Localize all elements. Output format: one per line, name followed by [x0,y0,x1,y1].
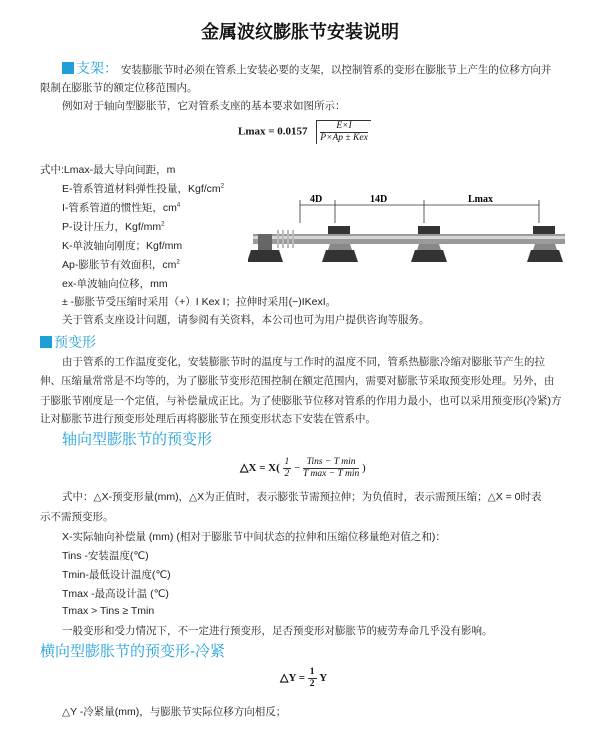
formula-lhs: Lmax = 0.0157 [238,125,308,138]
axial-line: 一般变形和受力情况下，不一定进行预变形，足否预变形对膨胀节的疲劳寿命几乎没有影响。 [62,625,493,637]
support-diagram [248,190,568,272]
label-14d: 14D [370,194,388,205]
axial-line: Tmax > Tins ≥ Tmin [62,605,155,617]
def-ex: ex-单波轴向位移，mm [62,278,168,290]
predeform-line: 让对膨胀节进行预变形处理后再将膨胀节在预变形状态下安装在管系中。 [40,413,376,425]
axial-line: 示不需预变形。 [40,511,114,523]
def-e: E-管系管道材料弹性投量，Kgf/$cm^2$ [62,183,225,195]
label-lmax: Lmax [468,194,493,205]
def-ap: Ap-膨胀节有效面积，$cm^2$ [62,259,180,271]
predeform-line: 伸、压缩量常常是不均等的，为了膨胀节变形范围控制在额定范围内，需要对膨胀节采取预变形处理。另外，由 [40,375,555,387]
formula-denominator: P×Ap ± Kex [320,133,368,143]
support-note: 关于管系支座设计问题，请参阅有关资料，本公司也可为用户提供咨询等服务。 [62,314,430,326]
axial-line: Tins -安装温度(℃) [62,550,149,562]
lateral-heading: 横向型膨胀节的预变形-冷紧 [40,643,225,660]
support-heading-text: 支架： [76,60,118,76]
axial-line: X-实际轴向补偿量 (mm) (相对于膨胀节中间状态的拉伸和压缩位移量绝对值之和)： [62,531,446,543]
def-k: K-单波轴向刚度；Kgf/mm [62,240,183,252]
predeform-heading: 预变形 [40,332,96,352]
axial-formula: △X = X( $\frac{1}{2}$ − $\frac{\text{Tins − T min}}{\text{T max − T min}}$ ) [240,457,366,479]
def-pm: ± -膨胀节受压缩时采用（+）I Kex I；拉伸时采用(−)IKexI。 [62,296,337,308]
predeform-line: 于膨胀节刚度是一个定值，与补偿量成正比。为了使膨胀节位移对管系的作用力最小，也可以采用预变形(冷紧)方 [40,395,562,407]
support-intro-line2: 限制在膨胀节的额定位移范围内。 [40,82,198,94]
lateral-line: △Y -冷紧量(mm)，与膨胀节实际位移方向相反； [62,706,287,718]
axial-line: 式中：△X-预变形量(mm)，△X为正值时，表示膨张节需预拉伸；为负值时，表示需预压缩；△X = 0时表 [62,491,542,503]
square-bullet-icon [62,62,74,74]
support-example: 例如对于轴向型膨胀节，它对管系支座的基本要求如图所示： [62,100,346,112]
square-bullet-icon [40,336,52,348]
support-paragraph [62,58,551,78]
def-p: P-设计压力，Kgf/$mm^2$ [62,221,165,233]
predeform-line: 由于管系的工作温度变化，安装膨胀节时的温度与工作时的温度不同，管系热膨胀冷缩对膨胀节产生的拉 [62,356,545,368]
support-intro-line1: 安装膨胀节时必须在管系上安装必要的支架，以控制管系的变形在膨胀节上产生的位移方向并 [120,64,552,76]
axial-line: Tmin-最低设计温度(℃) [62,569,171,581]
page-title: 金属波纹膨胀节安装说明 [201,22,399,42]
label-4d: 4D [310,194,323,205]
axial-line: Tmax -最高设计温 (℃) [62,588,169,600]
def-i: I-管系管道的惯性矩，$cm^4$ [62,202,181,214]
lmax-formula [238,120,371,144]
lateral-formula: △Y = $\frac{1}{2}$ Y [280,667,328,689]
support-heading [62,60,118,76]
axial-heading: 轴向型膨胀节的预变形 [62,431,213,448]
formula-numerator: E×I [320,121,368,133]
where-line: 式中:Lmax-最大导向间距，m [40,164,176,176]
